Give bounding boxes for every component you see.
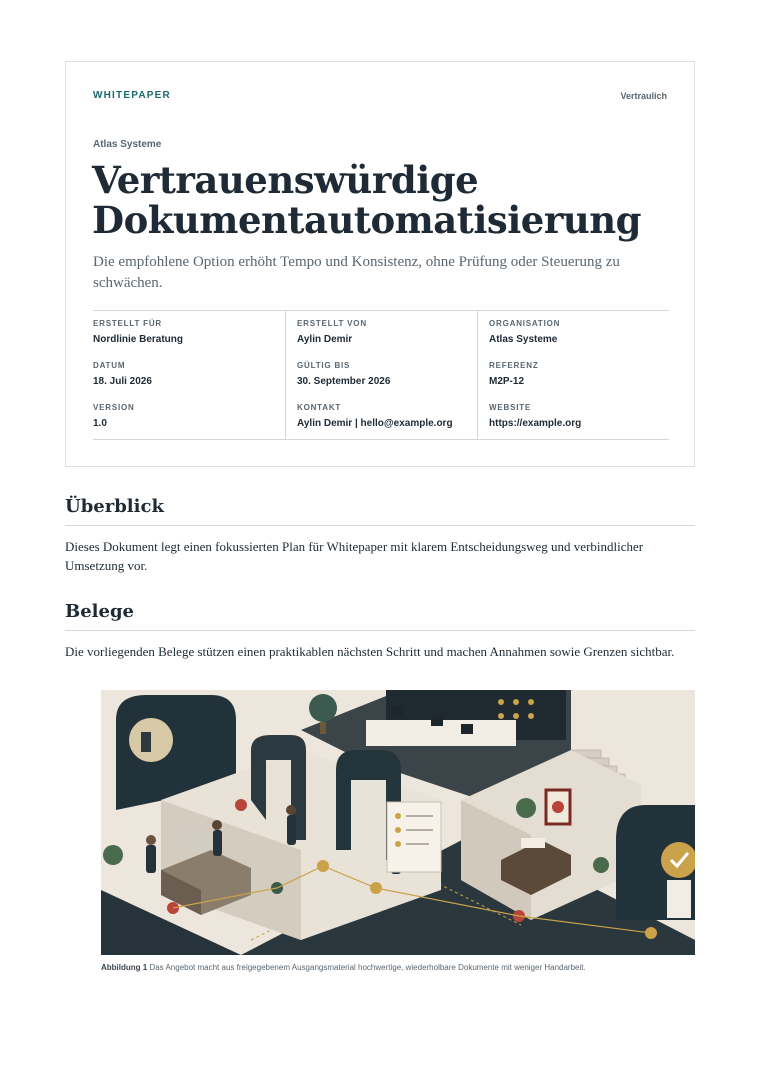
isometric-office-illustration: [101, 690, 695, 955]
meta-version: [93, 403, 135, 429]
meta-organization: [489, 319, 560, 345]
cover-top-row: [93, 90, 667, 104]
meta-value: https://example.org: [489, 418, 582, 429]
meta-value: Nordlinie Beratung: [93, 334, 184, 345]
evidence-heading: Belege: [65, 601, 695, 631]
overview-heading: Überblick: [65, 496, 695, 526]
meta-label: GÜLTIG BIS: [297, 361, 351, 370]
meta-prepared-by: [297, 319, 367, 345]
figure-caption: [101, 963, 701, 972]
metadata-column: [93, 311, 285, 439]
figure-caption-text: Das Angebot macht aus freigegebenem Ausgangsmaterial hochwertige, wiederholbare Dokumente mit weniger Handarbeit.: [149, 963, 586, 972]
meta-label: REFERENZ: [489, 361, 539, 370]
meta-label: DATUM: [93, 361, 126, 370]
meta-label: WEBSITE: [489, 403, 532, 412]
organization-label: Atlas Systeme: [93, 139, 162, 150]
meta-label: ORGANISATION: [489, 319, 561, 328]
meta-label: KONTAKT: [297, 403, 342, 412]
meta-reference: [489, 361, 539, 387]
metadata-column: [285, 311, 477, 439]
meta-value: 30. September 2026: [297, 376, 391, 387]
meta-valid-until: [297, 361, 390, 387]
meta-label: ERSTELLT FÜR: [93, 319, 163, 328]
meta-value: M2P-12: [489, 376, 525, 387]
meta-contact: [297, 403, 453, 429]
document-subtitle: Die empfohlene Option erhöht Tempo und Konsistenz, ohne Prüfung oder Steuerung zu schwächen.: [93, 254, 620, 291]
evidence-paragraph: Die vorliegenden Belege stützen einen praktikablen nächsten Schritt und machen Annahmen sowie Grenzen sichtbar.: [65, 644, 675, 659]
document-type: WHITEPAPER: [93, 90, 171, 101]
meta-label: ERSTELLT VON: [297, 319, 367, 328]
cover-panel: [65, 61, 695, 467]
meta-website: [489, 403, 581, 429]
confidentiality-label: Vertraulich: [620, 91, 667, 101]
meta-date: [93, 361, 152, 387]
meta-value: Aylin Demir | hello@example.org: [297, 418, 453, 429]
metadata-column: [477, 311, 669, 439]
metadata-table: [93, 310, 669, 440]
figure-label: Abbildung 1: [101, 963, 148, 972]
meta-value: 1.0: [93, 418, 107, 429]
figure-illustration: [101, 690, 695, 955]
meta-prepared-for: [93, 319, 183, 345]
meta-label: VERSION: [93, 403, 135, 412]
overview-paragraph: Dieses Dokument legt einen fokussierten Plan für Whitepaper mit klarem Entscheidungsweg und verbindlicher Umsetzung vor.: [65, 539, 644, 573]
meta-value: Atlas Systeme: [489, 334, 558, 345]
document-title: Vertrauenswürdige Dokumentautomatisierung: [92, 158, 641, 242]
meta-value: 18. Juli 2026: [93, 376, 152, 387]
meta-value: Aylin Demir: [297, 334, 353, 345]
